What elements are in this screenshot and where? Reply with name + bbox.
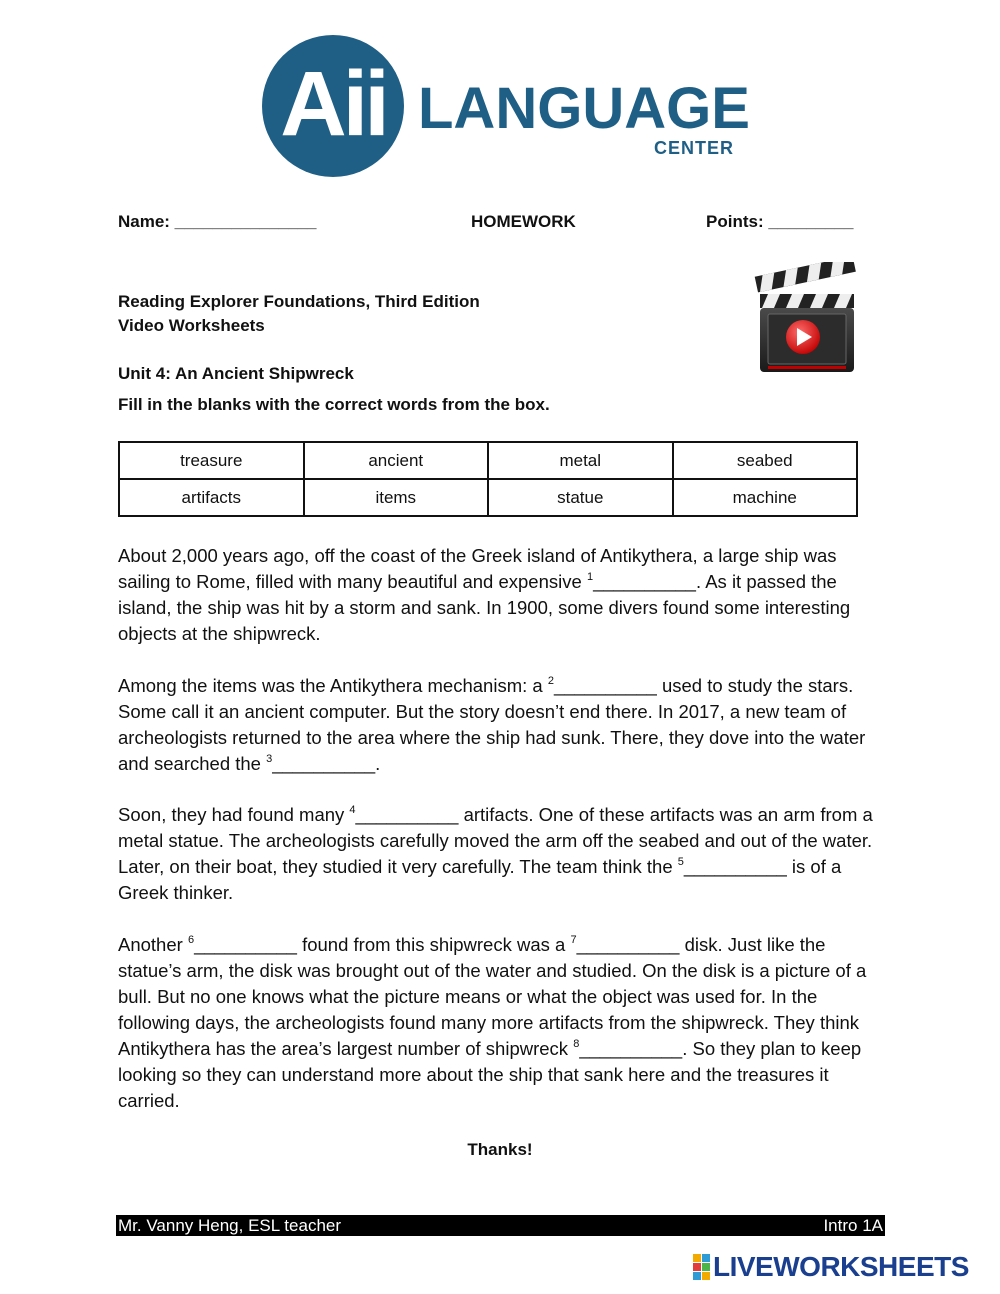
text: __________. As it passed the island, the ship was hit by a storm and sank. In 1900, some divers found some interesting objects at the shipwreck. bbox=[118, 571, 851, 644]
instructions: Fill in the blanks with the correct words from the box. bbox=[118, 395, 550, 414]
word-box-cell: statue bbox=[488, 479, 673, 516]
liveworksheets-blocks-icon bbox=[693, 1254, 710, 1280]
clapperboard-play-icon bbox=[752, 262, 862, 387]
text: __________ is of a Greek thinker. bbox=[118, 856, 842, 903]
text: __________. So they plan to keep looking so they can understand more about the ship that sank here and the treasures it carried. bbox=[118, 1038, 862, 1111]
homework-title: HOMEWORK bbox=[471, 212, 576, 231]
unit-title: Unit 4: An Ancient Shipwreck bbox=[118, 364, 354, 383]
text: About 2,000 years ago, off the coast of the Greek island of Antikythera, a large ship was sailing to Rome, filled with many beautiful and expensive bbox=[118, 545, 837, 592]
footer-teacher: Mr. Vanny Heng, ESL teacher bbox=[118, 1215, 342, 1235]
book-subtitle: Video Worksheets bbox=[118, 316, 265, 335]
blank-number: 1 bbox=[586, 571, 594, 583]
name-field: Name: _______________ bbox=[118, 212, 317, 231]
blank-number: 7 bbox=[570, 934, 577, 946]
text: __________ used to study the stars. Some call it an ancient computer. But the story doesn’t end there. In 2017, a new team of archeologists returned to the area where the ship had sunk. There, they dove into the water and searched the bbox=[118, 675, 866, 774]
liveworksheets-text: LIVEWORKSHEETS bbox=[713, 1251, 969, 1282]
text: __________ found from this shipwreck was a bbox=[194, 934, 571, 955]
word-box-cell: ancient bbox=[304, 442, 489, 479]
blank-number: 3 bbox=[266, 753, 273, 765]
logo-wordmark: LANGUAGE bbox=[418, 76, 750, 141]
word-box-cell: items bbox=[304, 479, 489, 516]
footer-level: Intro 1A bbox=[823, 1215, 883, 1235]
blank-number: 4 bbox=[349, 804, 356, 816]
blank-number: 8 bbox=[573, 1038, 580, 1050]
word-box-cell: artifacts bbox=[119, 479, 304, 516]
text: __________ disk. Just like the statue’s arm, the disk was brought out of the water and studied. On the disk is a picture of a bull. But no one knows what the picture means or what the object was used for. In the following days, the archeologists found many more artifacts from the shipwreck. They think Antikythera has the area’s largest number of shipwreck bbox=[118, 934, 867, 1059]
text: __________. bbox=[272, 753, 381, 774]
paragraph-2 bbox=[118, 673, 888, 777]
paragraph-4 bbox=[118, 932, 888, 1114]
blank-number: 5 bbox=[677, 856, 684, 868]
paragraph-3 bbox=[118, 802, 888, 906]
logo-subtitle: CENTER bbox=[654, 138, 735, 158]
liveworksheets-logo bbox=[693, 1253, 969, 1281]
word-box-cell: treasure bbox=[119, 442, 304, 479]
logo-mark bbox=[262, 35, 404, 177]
word-box-cell: metal bbox=[488, 442, 673, 479]
blank-number: 2 bbox=[547, 675, 554, 687]
text: Another bbox=[118, 934, 188, 955]
paragraph-1 bbox=[118, 543, 888, 647]
word-box-row bbox=[119, 479, 857, 516]
word-box-cell: seabed bbox=[673, 442, 858, 479]
points-field: Points: _________ bbox=[706, 212, 854, 231]
book-title: Reading Explorer Foundations, Third Edition bbox=[118, 292, 480, 311]
logo-mark-text: Aii bbox=[280, 52, 386, 155]
thanks-text: Thanks! bbox=[467, 1140, 533, 1159]
text: Among the items was the Antikythera mechanism: a bbox=[118, 675, 548, 696]
text: Soon, they had found many bbox=[118, 804, 350, 825]
blank-number: 6 bbox=[187, 934, 195, 946]
word-box-cell: machine bbox=[673, 479, 858, 516]
word-box-row bbox=[119, 442, 857, 479]
text: __________ artifacts. One of these artifacts was an arm from a metal statue. The archeologists carefully moved the arm off the seabed and out of the water. Later, on their boat, they studied it very carefully. The team think the bbox=[118, 804, 873, 877]
footer-bar bbox=[116, 1215, 885, 1236]
word-box bbox=[118, 441, 858, 517]
